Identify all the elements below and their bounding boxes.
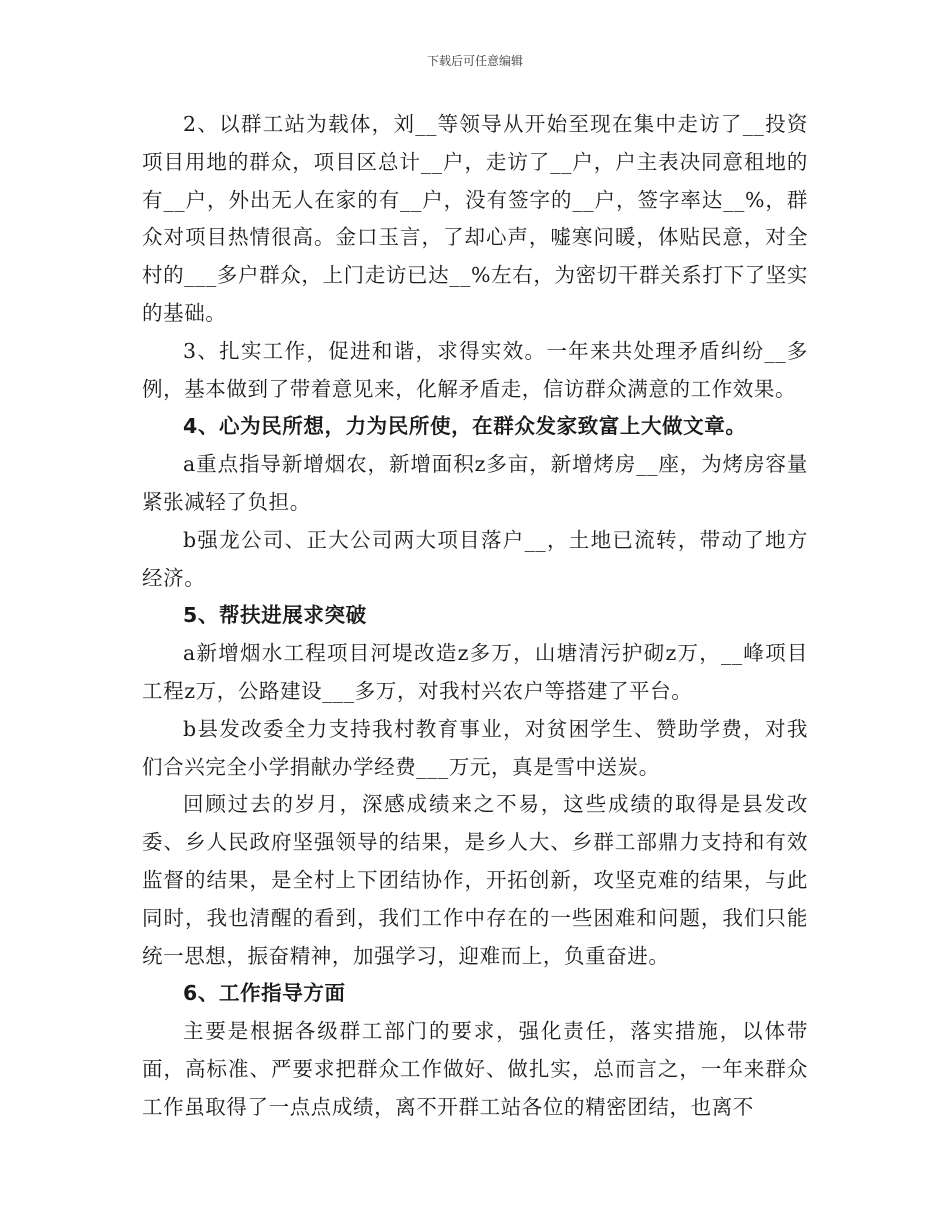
paragraph-3-disputes: 3、扎实工作，促进和谐，求得实效。一年来共处理矛盾纠纷__多例，基本做到了带着意见来，化解矛盾走，信访群众满意的工作效果。 (142, 338, 808, 401)
page-header: 下载后可任意编辑 (426, 54, 523, 68)
heading-6-guidance: 6、工作指导方面 (183, 981, 346, 1006)
paragraph-6-guidance: 主要是根据各级群工部门的要求，强化责任，落实措施，以体带面，高标准、严要求把群众工作做好、做扎实，总而言之，一年来群众工作虽取得了一点点成绩，离不开群工站各位的精密团结，也离不 (142, 1019, 808, 1119)
paragraph-4a-tobacco: a重点指导新增烟农，新增面积z多亩，新增烤房__座，为烤房容量紧张减轻了负担。 (142, 452, 808, 514)
document-body (142, 106, 808, 1127)
paragraph-2-visits: 2、以群工站为载体，刘__等领导从开始至现在集中走访了__投资项目用地的群众，项目区总计__户，走访了__户，户主表决同意租地的有__户，外出无人在家的有__户，没有签字的__户，签字率达__%，群众对项目热情很高。金口玉言，了却心声，嘘寒问暖，体贴民意，对全村的___多户群众，上门走访已达__%左右，为密切干群关系打下了坚实的基础。 (142, 112, 808, 325)
paragraph-5a-water-projects: a新增烟水工程项目河堤改造z多万，山塘清污护砌z万，__峰项目工程z万，公路建设___多万，对我村兴农户等搭建了平台。 (142, 641, 808, 703)
paragraph-5b-education: b县发改委全力支持我村教育事业，对贫困学生、赞助学费，对我们合兴完全小学捐献办学经费___万元，真是雪中送炭。 (142, 716, 808, 779)
paragraph-4b-projects: b强龙公司、正大公司两大项目落户__，土地已流转，带动了地方经济。 (142, 527, 808, 590)
paragraph-review: 回顾过去的岁月，深感成绩来之不易，这些成绩的取得是县发改委、乡人民政府坚强领导的结果，是乡人大、乡群工部鼎力支持和有效监督的结果，是全村上下团结协作，开拓创新，攻坚克难的结果，与此同时，我也清醒的看到，我们工作中存在的一些困难和问题，我们只能统一思想，振奋精神，加强学习，迎难而上，负重奋进。 (142, 792, 808, 968)
heading-5-assistance: 5、帮扶进展求突破 (183, 603, 367, 628)
heading-4-prosperity: 4、心为民所想，力为民所使，在群众发家致富上大做文章。 (183, 414, 747, 439)
